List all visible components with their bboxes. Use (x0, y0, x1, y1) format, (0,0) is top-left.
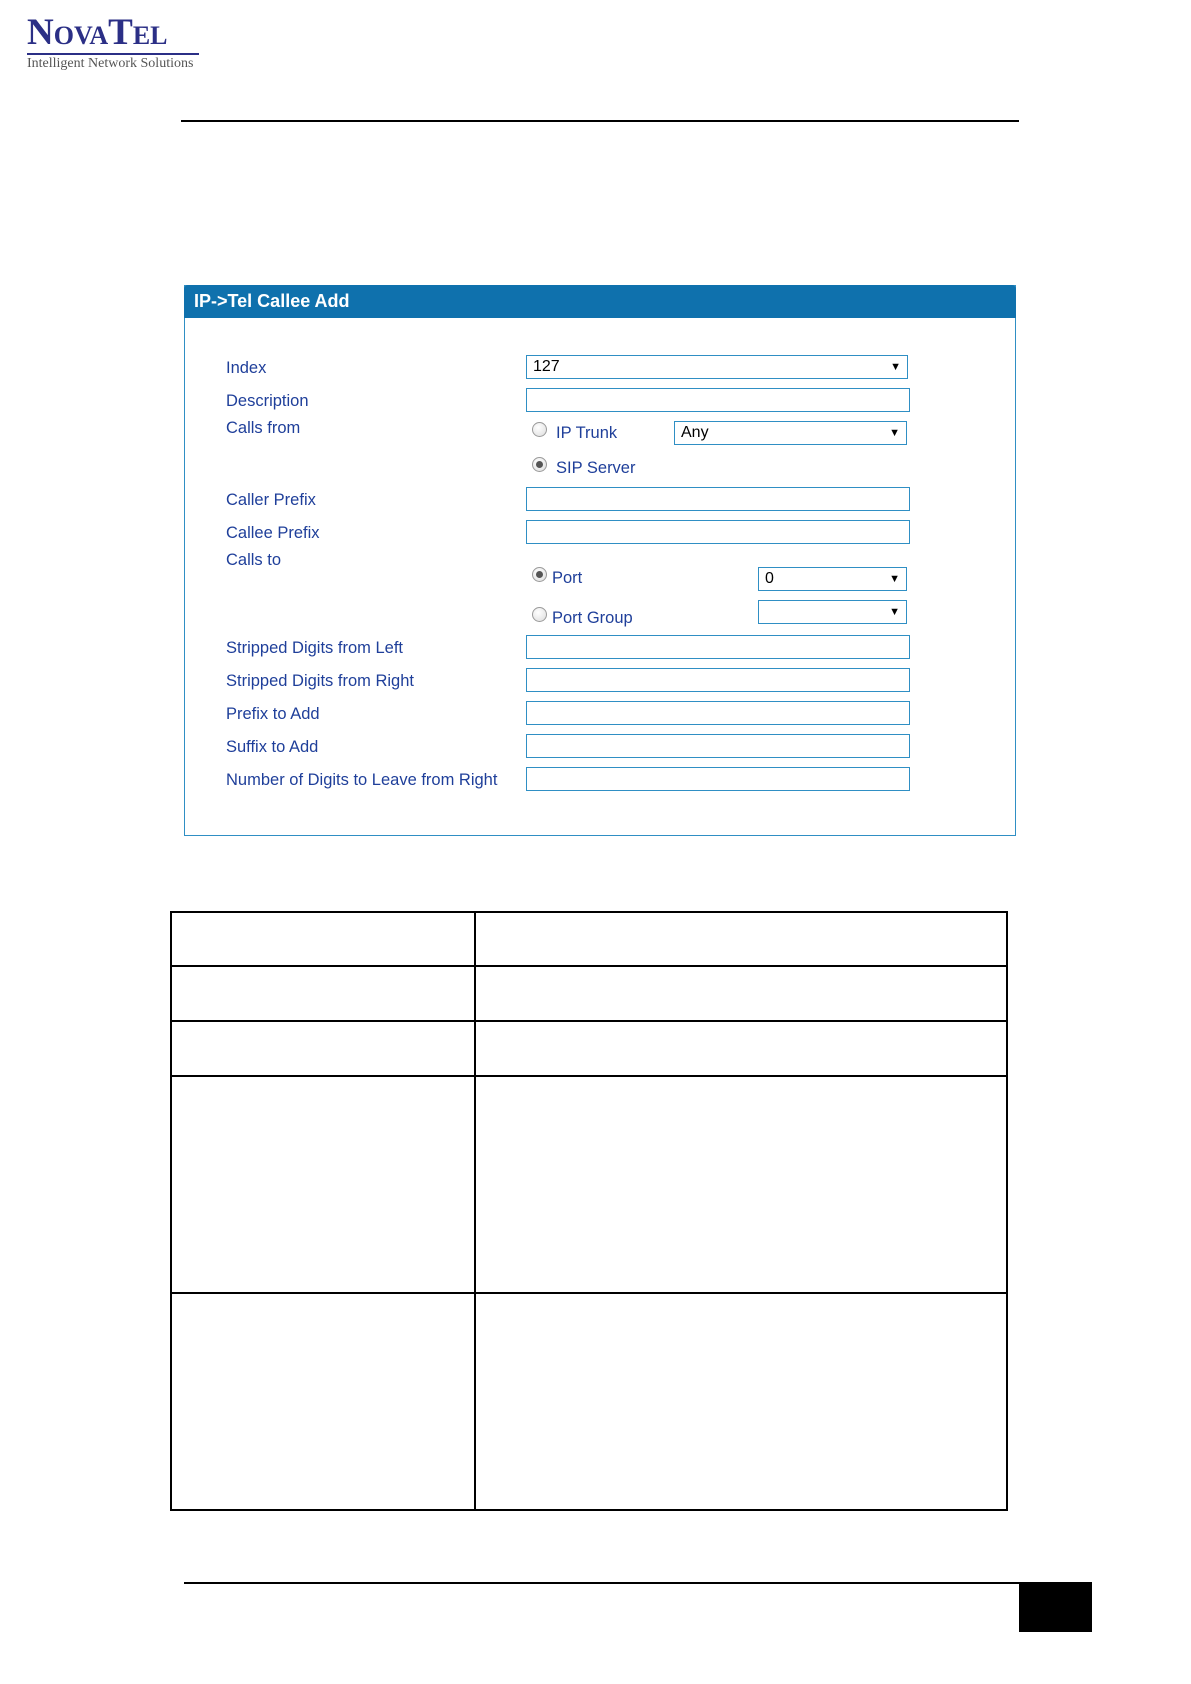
page-number-box (1019, 1582, 1092, 1632)
table-cell (475, 1293, 1007, 1510)
table-row (171, 1293, 1007, 1510)
port-select-value: 0 (765, 570, 774, 587)
table-header-row (171, 912, 1007, 966)
callee-prefix-label: Callee Prefix (226, 524, 320, 542)
port-group-select[interactable] (758, 600, 907, 624)
logo-underline (27, 53, 199, 55)
description-label: Description (226, 392, 309, 410)
caller-prefix-input[interactable] (526, 487, 910, 511)
stripped-left-input[interactable] (526, 635, 910, 659)
suffix-add-input[interactable] (526, 734, 910, 758)
table-cell (475, 1076, 1007, 1293)
table-row (171, 1076, 1007, 1293)
sip-server-radio[interactable] (532, 457, 547, 472)
calls-from-label: Calls from (226, 419, 301, 437)
chevron-down-icon: ▼ (890, 361, 901, 373)
stripped-left-label: Stripped Digits from Left (226, 639, 403, 657)
stripped-right-label: Stripped Digits from Right (226, 672, 414, 690)
table-cell (171, 1293, 475, 1510)
table-cell (171, 1021, 475, 1076)
prefix-add-label: Prefix to Add (226, 705, 320, 723)
caller-prefix-label: Caller Prefix (226, 491, 316, 509)
chevron-down-icon: ▼ (889, 606, 900, 618)
calls-to-label: Calls to (226, 551, 282, 569)
footer-rule (184, 1582, 1019, 1584)
table-cell (171, 912, 475, 966)
index-select-value: 127 (533, 358, 560, 375)
table-cell (475, 912, 1007, 966)
port-group-label: Port Group (552, 609, 633, 627)
panel-title: IP->Tel Callee Add (184, 285, 1016, 318)
index-label: Index (226, 359, 267, 377)
table-row (171, 966, 1007, 1021)
digits-leave-right-input[interactable] (526, 767, 910, 791)
chevron-down-icon: ▼ (889, 573, 900, 585)
digits-leave-right-label: Number of Digits to Leave from Right (226, 771, 498, 789)
port-select[interactable] (758, 567, 907, 591)
description-input[interactable] (526, 388, 910, 412)
table-row (171, 1021, 1007, 1076)
ip-trunk-select-value: Any (681, 424, 709, 441)
ip-trunk-select[interactable] (674, 421, 907, 445)
header-rule (181, 120, 1019, 122)
index-select[interactable] (526, 355, 908, 379)
callee-prefix-input[interactable] (526, 520, 910, 544)
logo-tagline: Intelligent Network Solutions (27, 56, 194, 71)
ip-trunk-label: IP Trunk (556, 424, 618, 442)
ip-trunk-radio[interactable] (532, 422, 547, 437)
stripped-right-input[interactable] (526, 668, 910, 692)
port-group-radio[interactable] (532, 607, 547, 622)
chevron-down-icon: ▼ (889, 427, 900, 439)
novatel-logo (27, 14, 212, 72)
table-cell (475, 1021, 1007, 1076)
sip-server-label: SIP Server (556, 459, 636, 477)
table-cell (171, 966, 475, 1021)
table-cell (475, 966, 1007, 1021)
logo-wordmark: NovaTel (27, 12, 168, 53)
parameter-description-table (170, 911, 1008, 1511)
prefix-add-input[interactable] (526, 701, 910, 725)
suffix-add-label: Suffix to Add (226, 738, 319, 756)
port-label: Port (552, 569, 583, 587)
table-cell (171, 1076, 475, 1293)
port-radio[interactable] (532, 567, 547, 582)
ip-tel-callee-add-panel (184, 285, 1016, 836)
